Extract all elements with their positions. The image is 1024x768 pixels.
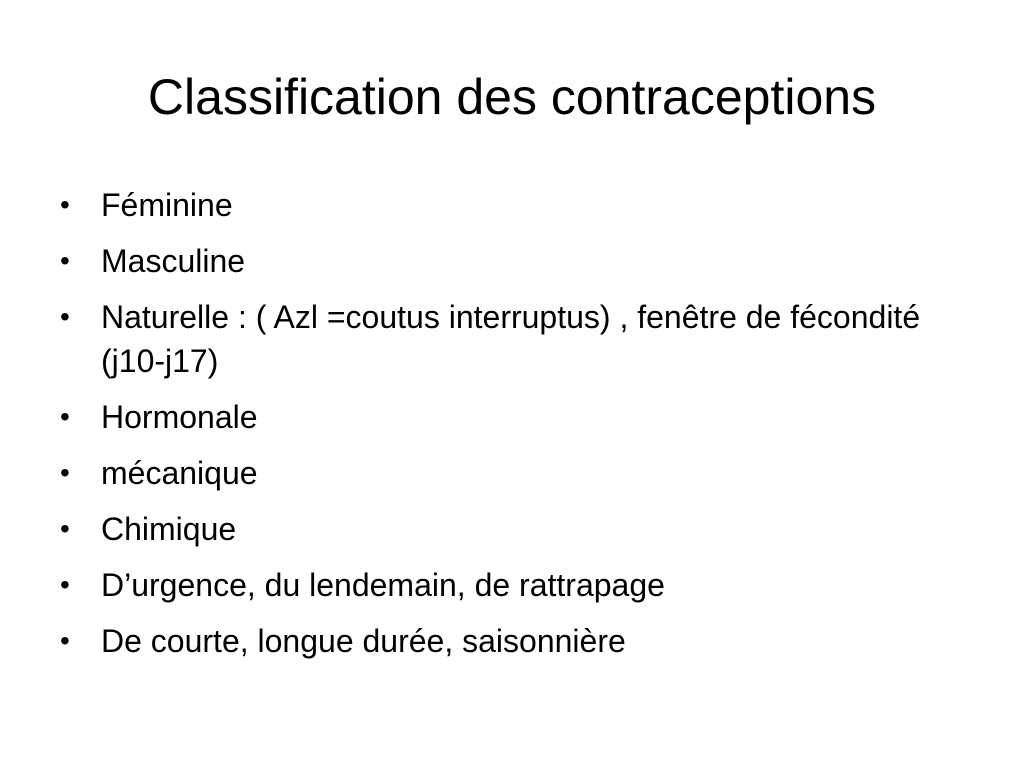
bullet-item: [58, 239, 978, 283]
bullet-text: Naturelle : ( Azl =coutus interruptus) , fenêtre de fécondité (j10-j17): [101, 299, 921, 379]
bullet-item: [58, 451, 978, 495]
bullet-icon: •: [60, 301, 70, 332]
bullet-text: D’urgence, du lendemain, de rattrapage: [101, 567, 665, 603]
slide-title: Classification des contraceptions: [147, 69, 877, 125]
bullet-item: [58, 395, 978, 439]
bullet-list: [58, 183, 978, 675]
bullet-icon: •: [60, 245, 70, 276]
bullet-icon: •: [60, 401, 70, 432]
bullet-text: mécanique: [101, 455, 258, 491]
bullet-icon: •: [60, 457, 70, 488]
bullet-item: [58, 507, 978, 551]
bullet-item: [58, 295, 978, 383]
bullet-icon: •: [60, 625, 70, 656]
bullet-text: Féminine: [101, 187, 233, 223]
bullet-icon: •: [60, 569, 70, 600]
bullet-icon: •: [60, 189, 70, 220]
bullet-text: De courte, longue durée, saisonnière: [101, 623, 626, 659]
bullet-item: [58, 183, 978, 227]
bullet-text: Hormonale: [101, 399, 258, 435]
bullet-item: [58, 619, 978, 663]
bullet-text: Masculine: [101, 243, 246, 279]
bullet-icon: •: [60, 513, 70, 544]
bullet-text: Chimique: [101, 511, 237, 547]
bullet-item: [58, 563, 978, 607]
